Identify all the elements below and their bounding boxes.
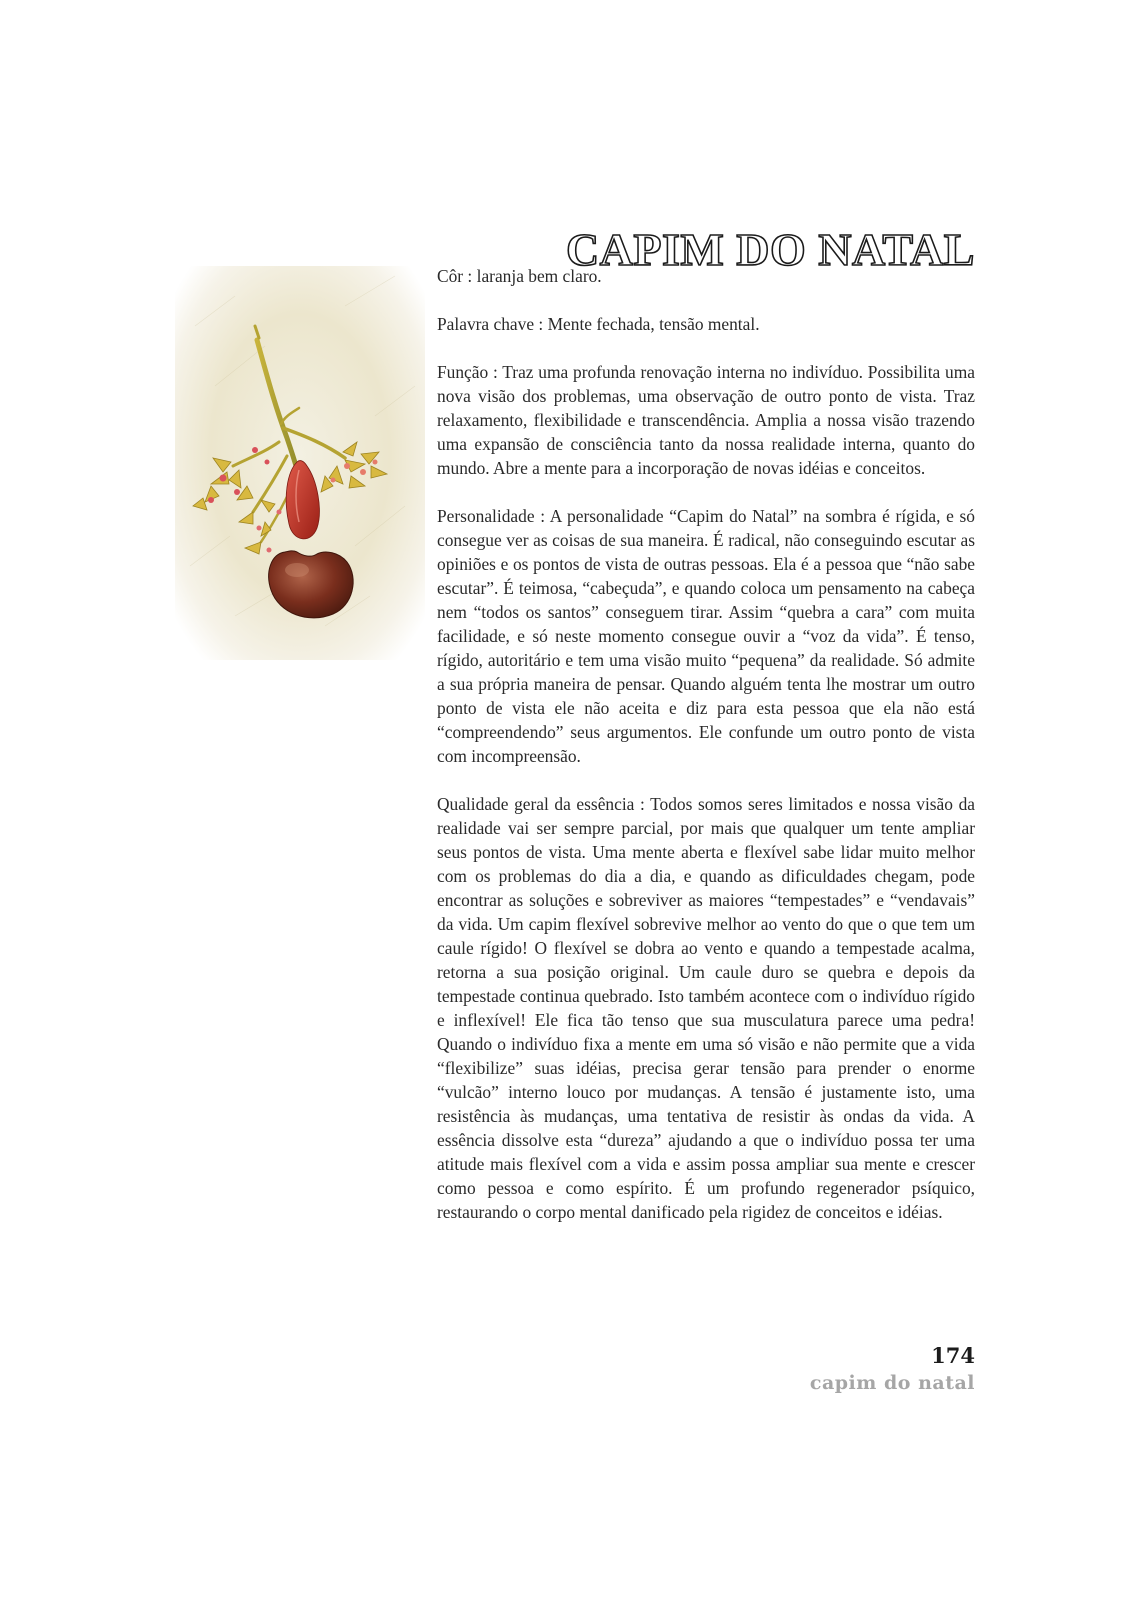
page-title: CAPIM DO NATAL <box>565 223 975 275</box>
page-number: 174 <box>931 1343 975 1368</box>
personalidade-paragraph: Personalidade : A personalidade “Capim do Natal” na sombra é rígida, e só consegue ver as coisas de sua maneira. É radical, não conseguindo escutar as opiniões e os pontos de vista de outras pessoas. Ela é a pessoa que “não sabe escutar”. É teimosa, “cabeçuda”, e quando coloca um pensamento na cabeça nem “todos os santos” conseguem tirar. Assim “quebra a cara” com muita facilidade, e só neste momento consegue ouvir a “voz da vida”. É tenso, rígido, autoritário e tem uma visão muito “pequena” da realidade. Só admite a sua própria maneira de pensar. Quando alguém tenta lhe mostrar um outro ponto de vista ele não aceita e diz para esta pessoa que ela não está “compreendendo” seus argumentos. Ele confunde um outro ponto de vista com incompreensão. <box>437 506 975 766</box>
qualidade-paragraph: Qualidade geral da essência : Todos somos seres limitados e nossa visão da realidade vai ser sempre parcial, por mais que qualquer um tente ampliar seus pontos de vista. Uma mente aberta e flexível sabe lidar muito melhor com os problemas do dia a dia, e quando as dificuldades chegam, pode encontrar as soluções e sobreviver as maiores “tempestades” e “vendavais” da vida. Um capim flexível sobrevive melhor ao vento do que o que tem um caule rígido! O flexível se dobra ao vento e quando a tempestade acalma, retorna a sua posição original. Um caule duro se quebra e depois da tempestade continua quebrado. Isto também acontece com o indivíduo rígido e inflexível! Ele fica tão tenso que sua musculatura parece uma pedra! Quando o indivíduo fixa a mente em uma só visão e não permite que a vida “flexibilize” suas idéias, precisa gerar tensão para prender o enorme “vulcão” interno louco por mudanças. A tensão é justamente isto, uma resistência às mudanças, uma tentativa de resistir às ondas da vida. A essência dissolve esta “dureza” ajudando a que o indivíduo possa ter uma atitude mais flexível com a vida e assim possa ampliar sua mente e crescer como pessoa e como espírito. É um profundo regenerador psíquico, restaurando o corpo mental danificado pela rigidez de conceitos e idéias. <box>437 794 975 1222</box>
running-footer: capim do natal <box>809 1372 975 1394</box>
flower-illustration-icon <box>175 266 425 660</box>
body-text <box>437 264 975 1248</box>
palavra-chave-paragraph: Palavra chave : Mente fechada, tensão mental. <box>437 314 760 334</box>
funcao-paragraph: Função : Traz uma profunda renovação interna no indivíduo. Possibilita uma nova visão dos problemas, uma observação de outro ponto de vista. Traz relaxamento, flexibilidade e transcendência. Amplia a nossa visão trazendo uma expansão de consciência tanto da nossa realidade interna, quanto do mundo. Abre a mente para a incorporação de novas idéias e conceitos. <box>437 362 975 478</box>
cor-paragraph: Côr : laranja bem claro. <box>437 266 602 286</box>
